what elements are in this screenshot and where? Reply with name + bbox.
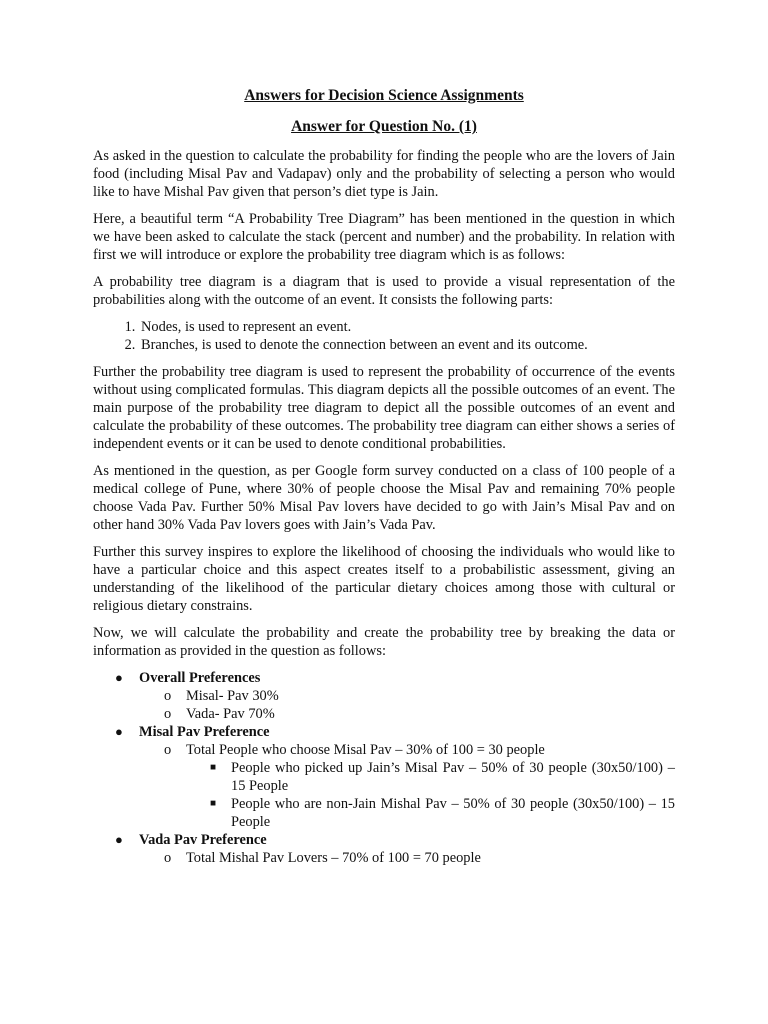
- bullet-overall-preferences: [93, 669, 675, 723]
- circle-marker: o: [164, 706, 172, 722]
- paragraph: Further this survey inspires to explore the likelihood of choosing the individuals who would like to have a particular choice and this aspect creates itself to a probabilistic assessment, giving an understanding of the likelihood of the particular dietary choices among those with cultural or religious dietary constrains.: [93, 544, 675, 614]
- paragraph: As asked in the question to calculate the probability for finding the people who are the lovers of Jain food (including Misal Pav and Vadapav) only and the probability of selecting a person who would like to have Mishal Pav given that person’s diet type is Jain.: [93, 148, 675, 200]
- paragraph: A probability tree diagram is a diagram that is used to provide a visual representation of the probabilities along with the outcome of an event. It consists the following parts:: [93, 274, 675, 308]
- circle-marker: o: [164, 688, 172, 704]
- circle-marker: o: [164, 850, 172, 866]
- preferences-list: [93, 669, 675, 867]
- bullet-marker: ●: [115, 670, 123, 685]
- sub-list-item: o Vada- Pav 70%: [164, 706, 275, 722]
- numbered-list: [93, 318, 675, 354]
- sub-sub-list-item: ■ People who are non-Jain Mishal Pav – 50% of 30 people (30x50/100) – 15 People: [210, 796, 675, 830]
- sub-list: [139, 849, 675, 867]
- circle-marker: o: [164, 742, 172, 758]
- bullet-heading: Vada Pav Preference: [139, 832, 267, 848]
- square-marker: ■: [210, 762, 217, 773]
- bullet-marker: ●: [115, 724, 123, 739]
- paragraph: Here, a beautiful term “A Probability Tree Diagram” has been mentioned in the question in which we have been asked to calculate the stack (percent and number) and the probability. In relation with first we will introduce or explore the probability tree diagram which is as follows:: [93, 211, 675, 263]
- paragraph: As mentioned in the question, as per Google form survey conducted on a class of 100 people of a medical college of Pune, where 30% of people choose the Misal Pav and remaining 70% people choose Vada Pav. Further 50% Misal Pav lovers have decided to go with Jain’s Misal Pav and on other hand 30% Vada Pav lovers goes with Jain’s Vada Pav.: [93, 463, 675, 533]
- bullet-misal-pav-preference: [93, 723, 675, 831]
- sub-sub-list-item: ■ People who picked up Jain’s Misal Pav – 50% of 30 people (30x50/100) – 15 People: [210, 760, 675, 794]
- sub-sub-list: [139, 759, 675, 831]
- sub-list: [139, 741, 675, 759]
- bullet-heading: Overall Preferences: [139, 670, 261, 686]
- document-content: [93, 86, 675, 867]
- document-title: Answers for Decision Science Assignments: [244, 87, 524, 104]
- sub-list: [139, 687, 675, 723]
- paragraph: Further the probability tree diagram is used to represent the probability of occurrence of the events without using complicated formulas. This diagram depicts all the possible outcomes of an event. The main purpose of the probability tree diagram to depict all the possible outcomes of an event and calculate the probability of these outcomes. The probability tree diagram can either shows a series of independent events or it can be used to denote conditional probabilities.: [93, 364, 675, 452]
- paragraph: Now, we will calculate the probability and create the probability tree by breaking the data or information as provided in the question as follows:: [93, 625, 675, 659]
- square-marker: ■: [210, 798, 217, 809]
- sub-list-item: o Total Mishal Pav Lovers – 70% of 100 = 70 people: [164, 850, 481, 866]
- sub-list-item: o Total People who choose Misal Pav – 30% of 100 = 30 people: [164, 742, 545, 758]
- numbered-list-item: 2. Branches, is used to denote the connection between an event and its outcome.: [139, 336, 675, 354]
- question-heading: Answer for Question No. (1): [291, 118, 477, 135]
- bullet-vada-pav-preference: [93, 831, 675, 867]
- numbered-list-item: 1. Nodes, is used to represent an event.: [139, 318, 675, 336]
- bullet-marker: ●: [115, 832, 123, 847]
- sub-list-item: o Misal- Pav 30%: [164, 688, 279, 704]
- bullet-heading: Misal Pav Preference: [139, 724, 270, 740]
